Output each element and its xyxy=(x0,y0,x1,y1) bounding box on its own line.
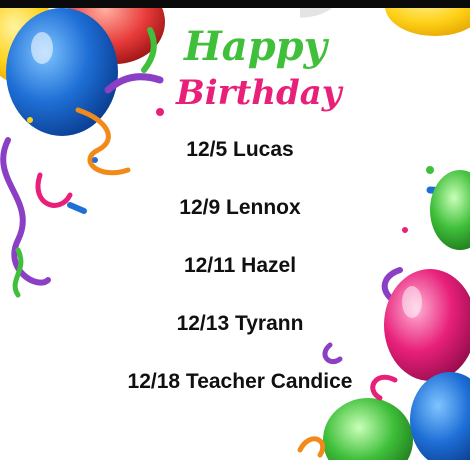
top-border xyxy=(0,0,470,8)
balloon-green-icon xyxy=(430,170,470,250)
birthday-entry: 12/11 Hazel xyxy=(183,254,297,277)
logo-line1: Happy xyxy=(184,23,327,70)
balloon-blue-icon xyxy=(6,8,118,136)
birthday-entry: 12/5 Lucas xyxy=(186,138,294,161)
balloon-blue-icon xyxy=(410,372,470,460)
happy-birthday-logo xyxy=(172,8,342,120)
birthday-entry: 12/13 Tyrann xyxy=(176,312,304,335)
birthday-entry: 12/9 Lennox xyxy=(179,196,301,219)
birthday-list xyxy=(80,128,400,418)
logo-line2: Birthday xyxy=(176,73,342,113)
birthday-entry: 12/18 Teacher Candice xyxy=(127,370,353,393)
